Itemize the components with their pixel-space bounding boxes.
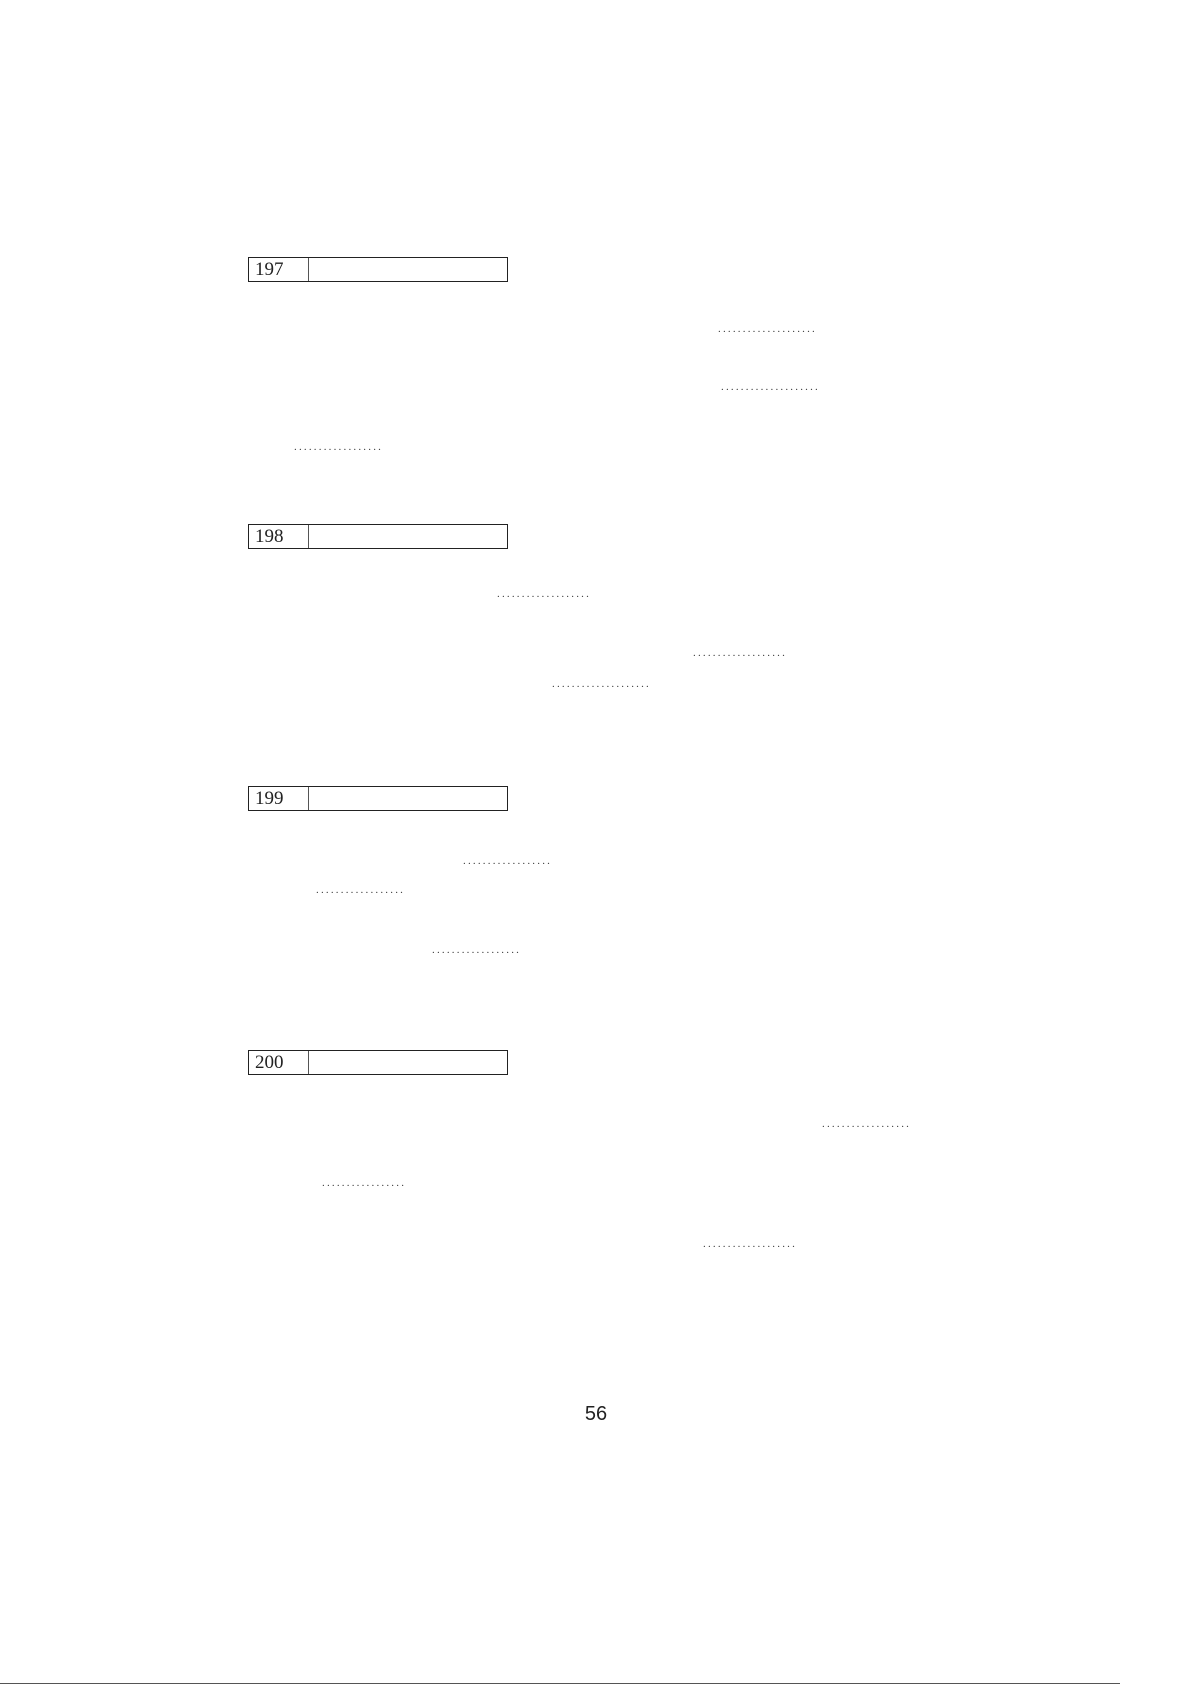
answer-blank[interactable]: .................... [718,323,817,335]
question-box-198 [248,524,508,549]
question-number: 200 [249,1051,309,1074]
question-label-blank [309,258,507,281]
answer-blank[interactable]: .................. [316,884,406,896]
question-box-200 [248,1050,508,1075]
page-number: 56 [584,1403,608,1425]
answer-blank[interactable]: .................... [721,381,820,393]
answer-blank[interactable]: ................. [322,1177,407,1189]
question-number: 198 [249,525,309,548]
answer-blank[interactable]: ................... [703,1238,798,1250]
question-label-blank [309,1051,507,1074]
question-box-197 [248,257,508,282]
question-label-blank [309,787,507,810]
question-number: 197 [249,258,309,281]
bottom-rule [0,1683,1120,1684]
answer-blank[interactable]: ................... [497,588,592,600]
answer-blank[interactable]: .................... [552,678,651,690]
question-label-blank [309,525,507,548]
question-box-199 [248,786,508,811]
answer-blank[interactable]: .................. [463,855,553,867]
answer-blank[interactable]: .................. [822,1118,912,1130]
answer-blank[interactable]: ................... [693,647,788,659]
question-number: 199 [249,787,309,810]
answer-blank[interactable]: .................. [294,441,384,453]
answer-blank[interactable]: .................. [432,944,522,956]
